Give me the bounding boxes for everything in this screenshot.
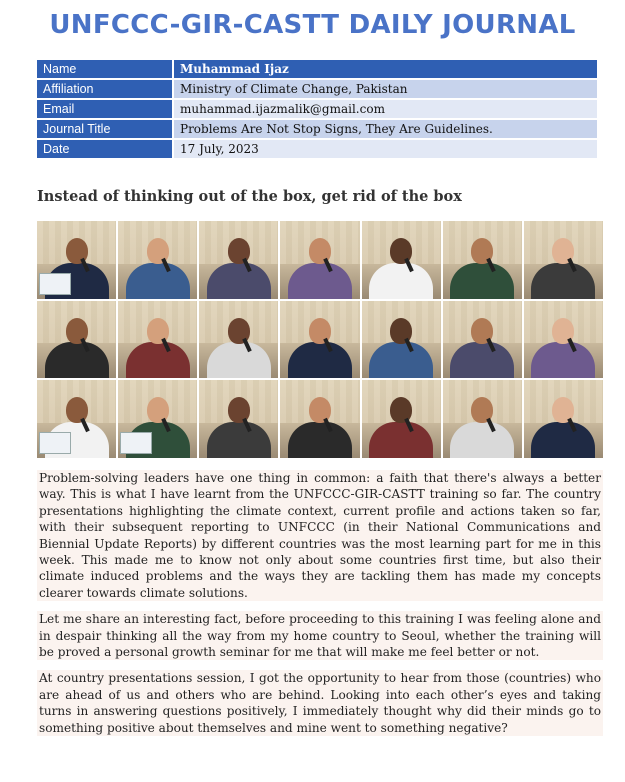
info-row-journal-title bbox=[37, 120, 597, 138]
info-table bbox=[37, 58, 597, 160]
info-value: Problems Are Not Stop Signs, They Are Guidelines. bbox=[174, 120, 597, 138]
participant-photo bbox=[37, 380, 116, 458]
person-body bbox=[126, 342, 190, 378]
participant-photo bbox=[280, 221, 359, 299]
participant-photo bbox=[118, 380, 197, 458]
person-body bbox=[126, 263, 190, 299]
info-key: Name bbox=[37, 60, 174, 78]
photo-collage bbox=[37, 221, 603, 458]
laptop-icon bbox=[120, 432, 152, 454]
person-body bbox=[207, 342, 271, 378]
person-body bbox=[207, 422, 271, 458]
person-body bbox=[450, 422, 514, 458]
info-row-date bbox=[37, 140, 597, 158]
participant-photo bbox=[118, 221, 197, 299]
person-body bbox=[531, 422, 595, 458]
participant-photo bbox=[443, 221, 522, 299]
person-body bbox=[288, 263, 352, 299]
participant-photo bbox=[199, 301, 278, 379]
participant-photo bbox=[118, 301, 197, 379]
paragraph: Problem-solving leaders have one thing in common: a faith that there's always a better way. This is what I have learnt from the UNFCCC-GIR-CASTT training so far. The country presentations highlighting the climate context, current profile and actions taken so far, with their subsequent reporting to UNFCCC (in their National Communications and Biennial Update Reports) by different countries was the most learning part for me in this week. This made me to know not only about some countries first time, but also their climate induced problems and the ways they are tackling them has made my concepts clearer towards climate solutions. bbox=[39, 471, 601, 600]
info-row-name bbox=[37, 60, 597, 78]
info-value: Ministry of Climate Change, Pakistan bbox=[174, 80, 597, 98]
participant-photo bbox=[443, 380, 522, 458]
info-key: Date bbox=[37, 140, 174, 158]
participant-photo bbox=[524, 380, 603, 458]
participant-photo bbox=[524, 221, 603, 299]
section-heading: Instead of thinking out of the box, get rid of the box bbox=[37, 188, 462, 205]
person-body bbox=[450, 342, 514, 378]
person-body bbox=[450, 263, 514, 299]
paragraph: At country presentations session, I got the opportunity to hear from those (countries) who are ahead of us and others who are behind. Looking into each other’s eyes and taking turns in answering questions positively, I immediately thought why did their minds go to something positive about themselves and mine went to something negative? bbox=[39, 671, 601, 735]
person-body bbox=[531, 263, 595, 299]
participant-photo bbox=[199, 380, 278, 458]
person-body bbox=[369, 422, 433, 458]
person-body bbox=[45, 342, 109, 378]
laptop-icon bbox=[39, 273, 71, 295]
person-body bbox=[288, 342, 352, 378]
person-body bbox=[369, 263, 433, 299]
person-body bbox=[207, 263, 271, 299]
journal-title: UNFCCC-GIR-CASTT DAILY JOURNAL bbox=[49, 10, 576, 40]
participant-photo bbox=[280, 380, 359, 458]
participant-photo bbox=[443, 301, 522, 379]
laptop-icon bbox=[39, 432, 71, 454]
info-row-email bbox=[37, 100, 597, 118]
info-value: Muhammad Ijaz bbox=[174, 60, 597, 78]
info-value: 17 July, 2023 bbox=[174, 140, 597, 158]
info-value[interactable]: muhammad.ijazmalik@gmail.com bbox=[174, 100, 597, 118]
person-body bbox=[369, 342, 433, 378]
info-row-affiliation bbox=[37, 80, 597, 98]
journal-body bbox=[37, 470, 603, 746]
paragraph: Let me share an interesting fact, before proceeding to this training I was feeling alone and in despair thinking all the way from my home country to Seoul, whether the training will be proved a personal growth seminar for me that will make me feel better or not. bbox=[39, 612, 601, 660]
participant-photo bbox=[37, 221, 116, 299]
participant-photo bbox=[199, 221, 278, 299]
participant-photo bbox=[280, 301, 359, 379]
participant-photo bbox=[524, 301, 603, 379]
info-key: Affiliation bbox=[37, 80, 174, 98]
info-key: Email bbox=[37, 100, 174, 118]
person-body bbox=[288, 422, 352, 458]
info-key: Journal Title bbox=[37, 120, 174, 138]
participant-photo bbox=[362, 221, 441, 299]
person-body bbox=[531, 342, 595, 378]
participant-photo bbox=[362, 301, 441, 379]
participant-photo bbox=[362, 380, 441, 458]
participant-photo bbox=[37, 301, 116, 379]
